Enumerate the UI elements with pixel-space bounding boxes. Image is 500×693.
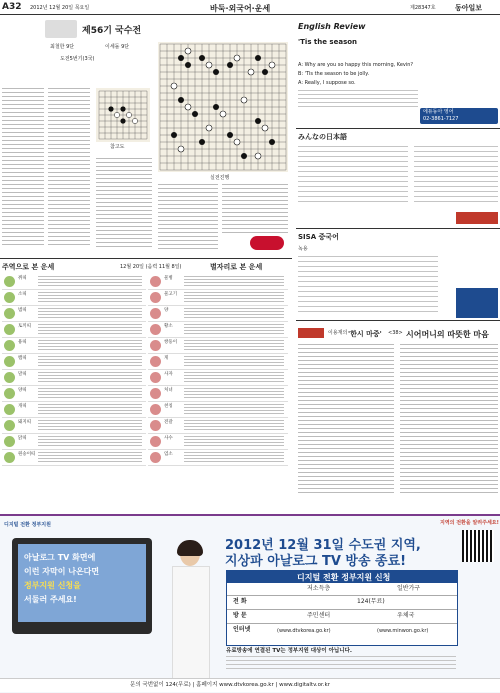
star-row [148,354,288,370]
ad-tv-caption-4: 서둘러 주세요! [24,595,77,604]
star-sign-icon [150,324,161,335]
ad-col1: 저소득층 [307,585,331,592]
edition: 제28347호 [410,5,436,11]
star-sign: 황소 [164,324,173,329]
star-sign: 처녀 [164,388,173,393]
column-title: '한시 마중' [348,330,382,338]
horoscope-row [2,450,146,466]
star-sign: 전갈 [164,420,173,425]
horoscope-text [38,372,142,383]
japanese-title: みんなの日本語 [298,133,347,141]
zodiac-icon [4,372,15,383]
zodiac-icon [4,436,15,447]
horoscope-sign: 양띠 [18,388,27,393]
star-sign-icon [150,356,161,367]
star-sign-icon [150,388,161,399]
english-promo-phone: 02-3861-7127 [423,116,459,122]
baduk-subtitle: 도전5번기(3국) [60,56,95,62]
horoscope-row [2,290,146,306]
ad-table-title-text: 디지털 전환 정부지원 신청 [297,573,391,582]
star-sign-icon [150,372,161,383]
ad-row2-v1: 주민센터 [307,612,331,619]
zodiac-icon [4,276,15,287]
star-sign-icon [150,420,161,431]
page-number: A32 [2,2,22,12]
star-sign-icon [150,452,161,463]
ad-table-title [227,571,457,583]
ad-top-note: 지역의 전환을 알려주세요! [440,520,499,526]
english-promo-label: 에듀동아 영어 [423,109,454,115]
horoscope-title-2: 별자리로 본 운세 [210,263,263,271]
chinese-title: SISA 중국어 [298,233,339,241]
ad-row2-v2: 우체국 [397,612,415,619]
zodiac-icon [4,308,15,319]
horoscope-sign: 개띠 [18,404,27,409]
zodiac-icon [4,292,15,303]
chinese-promo [456,288,498,318]
horoscope-sign: 닭띠 [18,436,27,441]
horoscope-row [2,418,146,434]
horoscope-row [2,274,146,290]
star-sign-icon [150,276,161,287]
page-header [0,0,500,14]
horoscope-text [38,452,142,463]
star-text [184,356,284,367]
star-sign-icon [150,340,161,351]
horoscope-sign: 돼지띠 [18,420,32,425]
ad-table-rule-1 [227,595,457,596]
star-row [148,418,288,434]
column-body-2 [400,344,498,494]
ad-qr [462,530,494,562]
zodiac-icon [4,388,15,399]
baduk-section [0,20,292,258]
language-sidebar [296,20,500,350]
sidebar-rule-2 [296,228,500,229]
star-text [184,372,284,383]
english-promo [420,108,498,124]
ad-row3-v1: (www.dtvkorea.go.kr) [277,628,331,634]
zodiac-icon [4,404,15,415]
horoscope-date: 12월 20일 (음력 11월 8일) [120,264,182,270]
star-text [184,308,284,319]
star-row [148,450,288,466]
horoscope-row [2,370,146,386]
star-text [184,404,284,415]
horoscope-text [38,388,142,399]
horoscope-sign: 소띠 [18,292,27,297]
star-sign: 염소 [164,452,173,457]
ad-tv [12,538,152,634]
baduk-board-main [158,42,288,172]
chinese-body [298,256,438,316]
star-sign-icon [150,292,161,303]
column-label: 이용재의 [328,330,348,336]
japanese-promo [456,212,498,224]
star-sign: 사수 [164,436,173,441]
paper-name: 동아일보 [455,4,483,12]
horoscope-sign: 범띠 [18,308,27,313]
ad-col2: 일반가구 [397,585,421,592]
ad-tv-caption-2: 이런 자막이 나온다면 [24,567,100,576]
horoscope-row [2,322,146,338]
baduk-text-col4 [158,184,218,250]
horoscope-right [148,274,290,470]
ad-tv-screen [18,544,146,622]
english-title: English Review [298,22,366,31]
star-text [184,436,284,447]
horoscope-sign: 쥐띠 [18,276,27,281]
star-text [184,340,284,351]
horoscope-text [38,276,142,287]
ad-model-body [172,566,210,684]
horoscope-sign: 말띠 [18,372,27,377]
star-text [184,292,284,303]
ad-model-hair [177,540,203,556]
ad-tv-caption-3: 정부지원 신청을 [24,581,81,590]
horoscope-text [38,292,142,303]
star-row [148,434,288,450]
dtv-ad [0,514,500,693]
horoscope-text [38,420,142,431]
horoscope-left [0,274,146,470]
star-sign-icon [150,436,161,447]
star-row [148,370,288,386]
ad-logo: 디지털 전환 정부지원 [4,522,51,528]
star-text [184,388,284,399]
star-row [148,306,288,322]
star-row [148,322,288,338]
zodiac-icon [4,356,15,367]
baduk-white: 이세돌 9단 [105,44,130,50]
column-section [296,326,500,506]
horoscope-text [38,436,142,447]
zodiac-icon [4,324,15,335]
horoscope-row [2,386,146,402]
zodiac-icon [4,340,15,351]
ad-tv-caption-1: 아날로그 TV 화면에 [24,553,96,562]
ad-table-rule-2 [227,609,457,610]
horoscope-row [2,354,146,370]
ad-row1-label: 전 화 [233,598,247,605]
english-headline: 'Tis the season [298,38,358,46]
ad-logo-bar [4,520,164,532]
star-row [148,338,288,354]
star-sign-icon [150,308,161,319]
horoscope-row [2,306,146,322]
ad-model [170,542,210,682]
baduk-caption1: 참고도 [110,144,125,150]
star-text [184,276,284,287]
sidebar-rule-1 [296,128,500,129]
star-row [148,290,288,306]
baduk-sponsor-logo [250,236,284,250]
ad-footer-text: 문의 국번없이 124(무료) | 홈페이지 www.dtvkorea.go.kr | www.digitaltv.or.kr [130,682,330,688]
horoscope-sign: 원숭이띠 [18,452,36,457]
baduk-logo [45,20,77,38]
column-body-1 [298,344,394,494]
page-date: 2012년 12월 20일 목요일 [30,5,90,11]
baduk-bottom-rule [0,258,292,259]
horoscope-row [2,338,146,354]
zodiac-icon [4,420,15,431]
baduk-title: 제56기 국수전 [82,26,142,36]
star-sign: 사자 [164,372,173,377]
horoscope-title: 주역으로 본 운세 [2,263,55,271]
japanese-body [298,146,408,206]
ad-headline-2: 지상파 아날로그 TV 방송 종료! [225,554,407,569]
horoscope-text [38,404,142,415]
ad-headline-1: 2012년 12월 31일 수도권 지역, [225,538,421,553]
horoscope-text [38,356,142,367]
horoscope-sign: 용띠 [18,340,27,345]
horoscope-section [0,262,292,512]
star-row [148,386,288,402]
ad-note-body [226,656,456,670]
english-line-2: B: 'Tis the season to be jolly. [298,71,370,77]
star-sign-icon [150,404,161,415]
star-sign: 게 [164,356,169,361]
ad-footer [0,678,500,692]
star-sign: 천칭 [164,404,173,409]
star-row [148,402,288,418]
sidebar-bottom-rule [296,320,500,321]
column-headline: 시어머니의 따뜻한 마음 [406,330,489,339]
japanese-body-2 [414,146,498,206]
baduk-caption2: 실전진행 [210,175,230,181]
horoscope-text [38,308,142,319]
baduk-text-col3 [96,158,152,250]
horoscope-row [2,402,146,418]
section-title: 바둑·외국어·운세 [210,4,271,13]
star-sign: 양 [164,308,169,313]
english-line-1: A: Why are you so happy this morning, Kevin? [298,62,414,68]
star-sign: 쌍둥이 [164,340,178,345]
star-text [184,452,284,463]
ad-table [226,570,458,646]
ad-row2-label: 방 문 [233,612,247,619]
star-text [184,420,284,431]
star-sign: 물고기 [164,292,178,297]
horoscope-sign: 토끼띠 [18,324,32,329]
horoscope-row [2,434,146,450]
ad-row3-v2: (www.minwon.go.kr) [377,628,429,634]
horoscope-text [38,324,142,335]
ad-note: 유료방송에 연결된 TV는 정부지원 대상이 아닙니다. [226,648,352,654]
column-number: <38> [388,330,403,336]
baduk-black: 최철한 9단 [50,44,75,50]
star-row [148,274,288,290]
ad-row3-label: 인터넷 [233,626,251,633]
ad-table-rule-3 [227,623,457,624]
chinese-sub: 녹용 [298,246,308,252]
baduk-board-ref [96,88,150,142]
ad-row1-value: 124(무료) [357,598,385,605]
star-text [184,324,284,335]
star-sign: 물병 [164,276,173,281]
horoscope-text [38,340,142,351]
horoscope-sign: 뱀띠 [18,356,27,361]
english-body [298,90,418,110]
english-line-3: A: Really, I suppose so. [298,80,356,86]
baduk-text-col2 [48,88,90,248]
baduk-text-col5 [222,184,288,234]
header-rule [0,14,500,15]
zodiac-icon [4,452,15,463]
column-badge [298,328,324,338]
baduk-text-col1 [2,88,44,248]
